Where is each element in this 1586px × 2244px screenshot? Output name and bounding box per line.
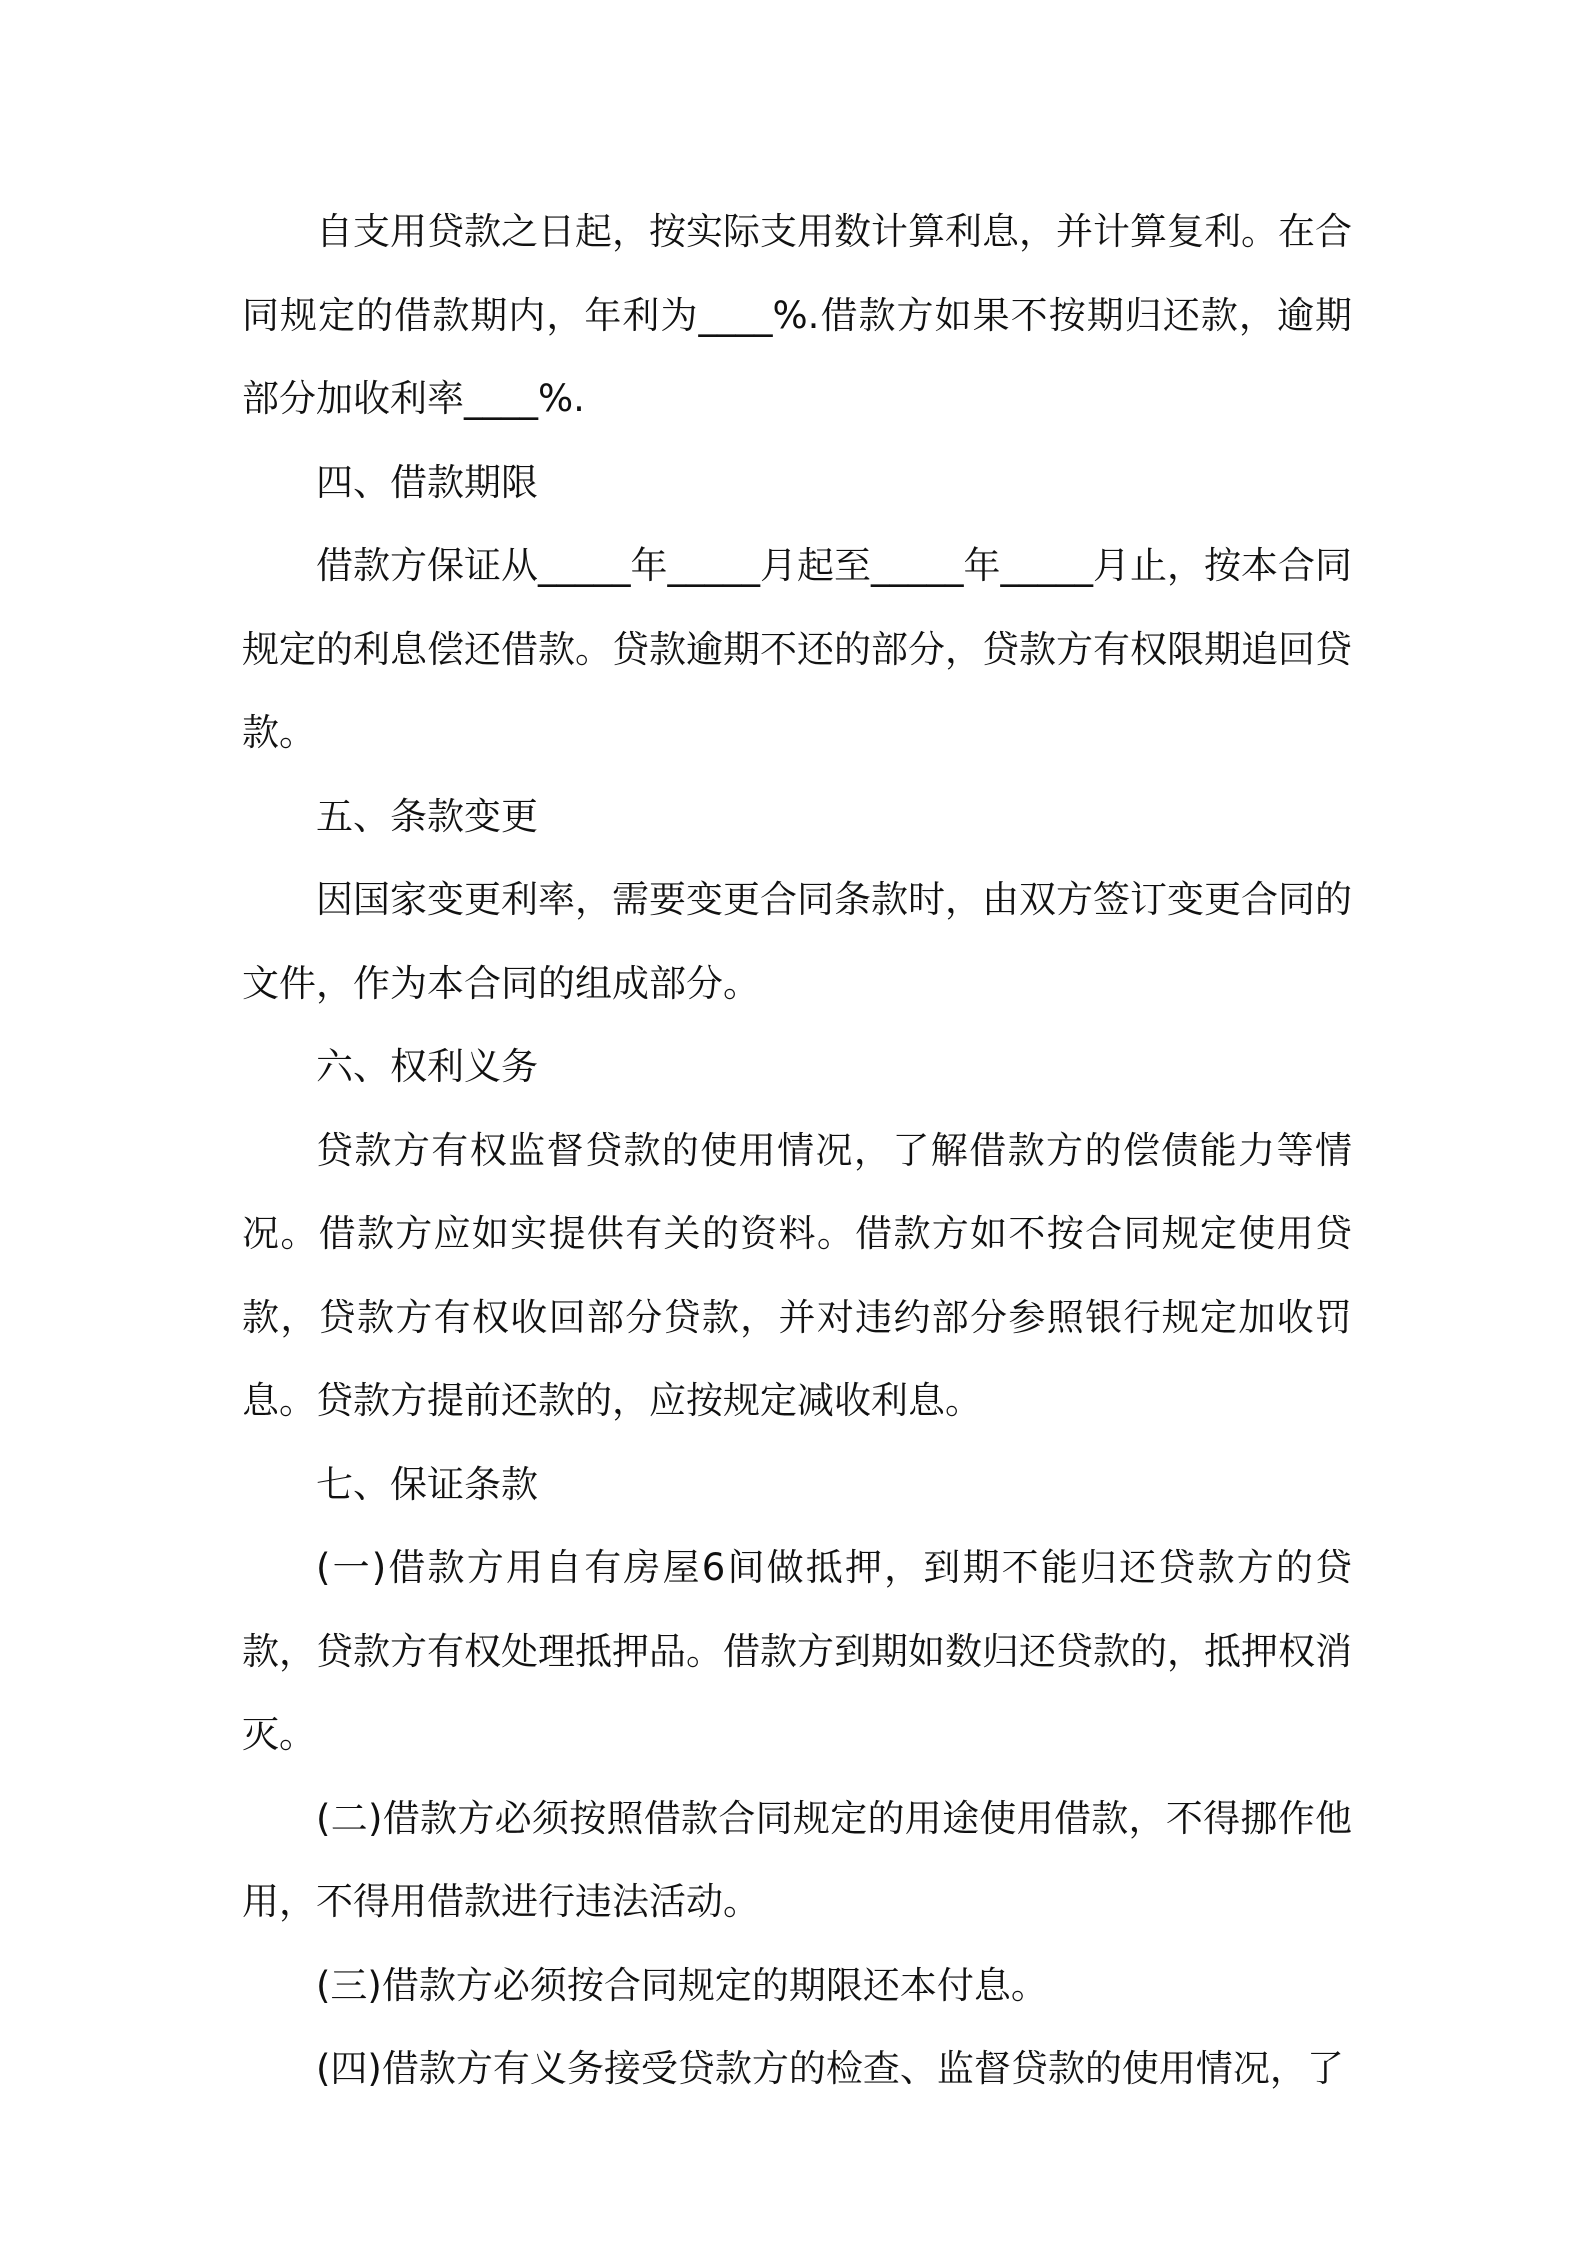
paragraph-guarantee-3: (三)借款方必须按合同规定的期限还本付息。 [316, 1963, 1048, 2007]
paragraph-guarantee-2: (二)借款方必须按照借款合同规定的用途使用借款，不得挪作他用，不得用借款进行违法活动。 [242, 1796, 1352, 1923]
paragraph-guarantee-4: (四)借款方有义务接受贷款方的检查、监督贷款的使用情况，了 [316, 2047, 1344, 2090]
paragraph-rights-obligations: 贷款方有权监督贷款的使用情况，了解借款方的偿债能力等情况。借款方应如实提供有关的资料。借款方如不按合同规定使用贷款，贷款方有权收回部分贷款，并对违约部分参照银行规定加收罚息。贷款方提前还款的，应按规定减收利息。 [242, 1128, 1352, 1422]
paragraph-clause-change: 因国家变更利率，需要变更合同条款时，由双方签订变更合同的文件，作为本合同的组成部分。 [242, 878, 1352, 1005]
paragraph-interest-terms: 自支用贷款之日起，按实际支用数计算利息，并计算复利。在合同规定的借款期内，年利为____%.借款方如果不按期归还款，逾期部分加收利率____%. [242, 210, 1352, 420]
section-heading-clause-change: 五、条款变更 [316, 794, 538, 838]
section-heading-guarantee: 七、保证条款 [316, 1462, 538, 1506]
document-body [242, 190, 1352, 2111]
paragraph-guarantee-1: (一)借款方用自有房屋6间做抵押，到期不能归还贷款方的贷款，贷款方有权处理抵押品。借款方到期如数归还贷款的，抵押权消灭。 [242, 1546, 1352, 1756]
section-heading-rights-obligations: 六、权利义务 [316, 1045, 538, 1088]
paragraph-loan-term: 借款方保证从_____年_____月起至_____年_____月止，按本合同规定的利息偿还借款。贷款逾期不还的部分，贷款方有权限期追回贷款。 [242, 544, 1352, 754]
section-heading-loan-term: 四、借款期限 [316, 460, 538, 504]
